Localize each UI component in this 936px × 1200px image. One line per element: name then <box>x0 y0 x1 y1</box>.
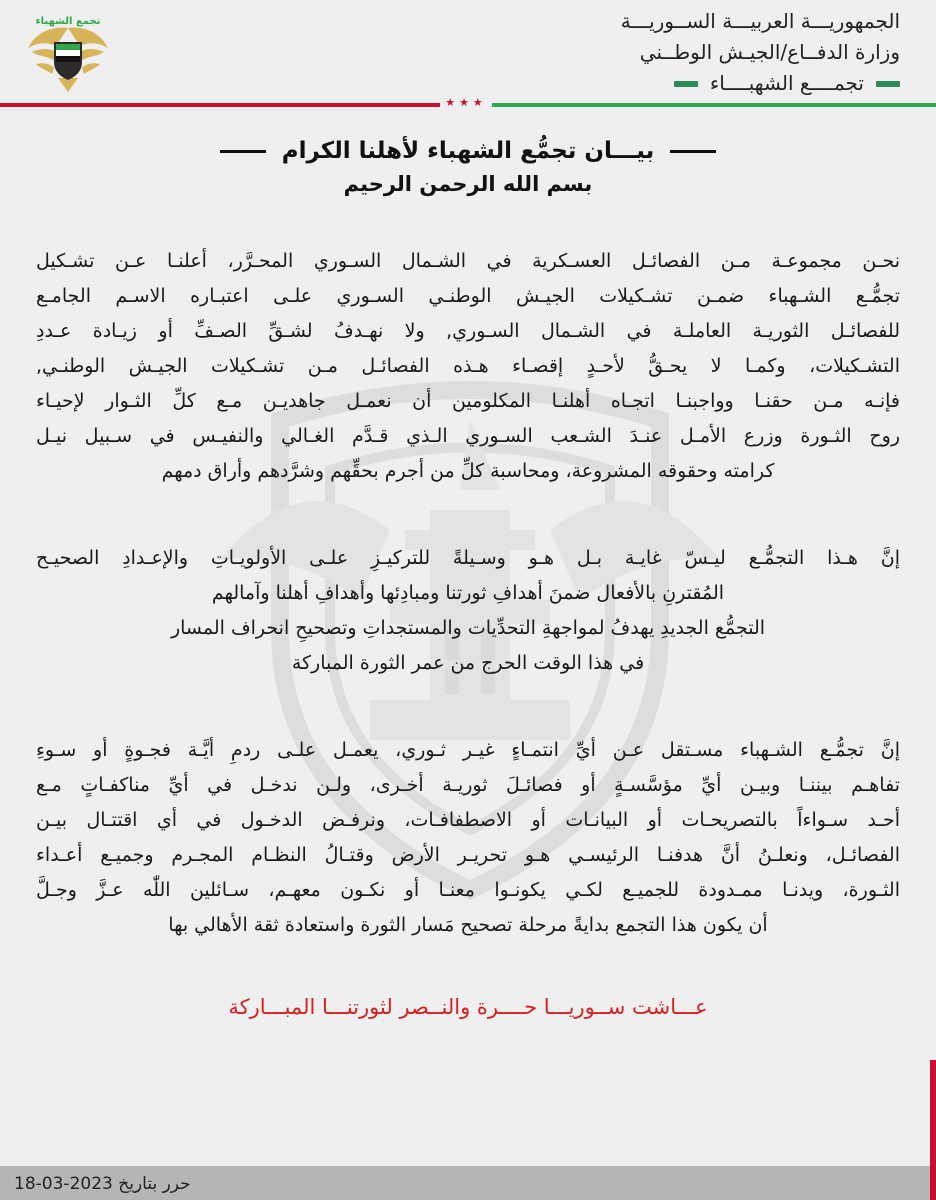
closing-line: عـــاشت ســوريـــا حــــرة والنــصر لثورتنـــا المبـــاركة <box>228 995 708 1019</box>
green-dash-icon <box>674 81 698 87</box>
paragraph-1 <box>36 244 900 489</box>
footer-date: حرر بتاريخ 2023-03-18 <box>14 1174 191 1194</box>
flag-divider <box>0 96 936 109</box>
logo-text: تجمع الشهباء <box>35 16 101 27</box>
paragraph-line: تجمُّـع الشـهباء ضمـن تشـكيلات الجيـش الوطنـي السـوري علـى اعتبـاره الاسـم الجامـع <box>36 285 900 307</box>
paragraph-line: المُقترنِ بالأفعال ضمنَ أهدافِ ثورتنا ومبادِئها وأهدافِ أهلنا وآمالهم <box>211 582 725 604</box>
paragraph-line: إنَّ تجمُّـع الشـهباء مسـتقل عـن أيِّ انتمـاءٍ غيـر ثـوري، يعمـل علـى ردمِ أيَّـة فجـوةٍ أو سـوءِ <box>36 739 900 761</box>
statement-body <box>36 138 900 1019</box>
green-dash-icon <box>876 81 900 87</box>
paragraph-line: إنَّ هـذا التجمُّـع ليـسّ غايـة بـل هـو وسـيلةً للتركيـزِ علـى الأولويـاتِ والإعـدادِ الصحيـح <box>36 547 900 569</box>
title-bar <box>220 150 266 153</box>
paragraph-line: في هذا الوقت الحرج من عمر الثورة المباركة <box>291 652 645 674</box>
paragraph-line: أن يكون هذا التجمع بدايةً مرحلة تصحيح مَسار الثورة واستعادة ثقة الأهالي بها <box>168 914 768 936</box>
header-text <box>480 6 900 99</box>
title-bar <box>670 150 716 153</box>
side-accent-bar <box>930 1060 936 1200</box>
divider-green <box>492 103 936 107</box>
paragraph-line: فإنـه مـن حقنـا وواجبنـا اتجـاه أهلنـا المكلومين أن نعمـل جاهديـن مـع كلِّ الثـوار لإحيـاء <box>36 390 900 412</box>
paragraph-line: نحـن مجموعـة مـن الفصائـل العسـكرية في الشـمال السـوري المحـرَّر، أعلنـا عـن تشـكيل <box>36 250 900 272</box>
paragraph-line: الفصائـل، ونعلـنُ أنَّ هدفنـا الرئيسـي هـو تحريـر الأرض وقتـالُ النظـام المجـرم وجميـع أعـداء <box>36 844 900 866</box>
organization-line <box>480 68 900 99</box>
country-name: الجمهوريـــة العربيـــة الســوريـــة <box>620 9 900 33</box>
divider-stars-icon: ★★★ <box>445 96 487 109</box>
basmala: بسم الله الرحمن الرحيم <box>343 172 593 196</box>
paragraph-2 <box>36 541 900 681</box>
statement-title: بيـــان تجمُّع الشهباء لأهلنا الكرام <box>281 138 655 164</box>
paragraph-line: الثـورة، ويدنـا ممـدودة للجميـع لكـي يكونـوا معنـا أو نكـون معهـم، سـائلين اللّٰه عـزَّ وجـلَّ <box>36 879 900 901</box>
paragraph-line: تفاهـم بيننـا وبيـن أيِّ مؤسَّسـةٍ أو فصائـلَ ثوريـة أخـرى، ولـن ندخـل في أيِّ مناكفـاتٍ مـع <box>36 774 900 796</box>
organization-name: تجمــــع الشهبــــاء <box>709 71 864 95</box>
paragraph-line: كرامته وحقوقه المشروعة، ومحاسبة كلِّ من أجرم بحقِّهم وشرَّدهم وأراق دمهم <box>161 460 775 482</box>
paragraph-line: للفصائـل الثوريـة العاملـة في الشـمال السـوري, ولا نهـدفُ لشـقِّ الصـفِّ أو زيـادة عـددِ <box>36 320 900 342</box>
paragraph-line: التجمُّع الجديدِ يهدفُ لمواجهةِ التحدِّيات والمستجداتِ وتصحيحِ انحراف المسار <box>170 617 766 639</box>
paragraph-line: روح الثـورة وزرع الأمـل عنـدَ الشـعب السـوري الـذي قـدَّم الغـالي والنفيـس في سـبيل نيـل <box>36 425 900 447</box>
paragraph-line: أحـد سـواءاً بالتصريحـات أو البيانـات أو الاصطفافـات، ونرفـض الدخـول في أي اقتتـال بيـن <box>36 809 900 831</box>
paragraph-line: التشـكيلات، وكمـا لا يحـقُّ لأحـدٍ إقصـاء هـذه الفصائـل مـن تشـكيلات الجيـش الوطنـي, <box>36 355 900 377</box>
ministry-name: وزارة الدفــاع/الجيـش الوطــني <box>639 40 900 64</box>
organization-logo <box>22 8 114 100</box>
divider-red <box>0 103 440 107</box>
paragraph-3 <box>36 733 900 943</box>
title-row <box>36 138 900 164</box>
